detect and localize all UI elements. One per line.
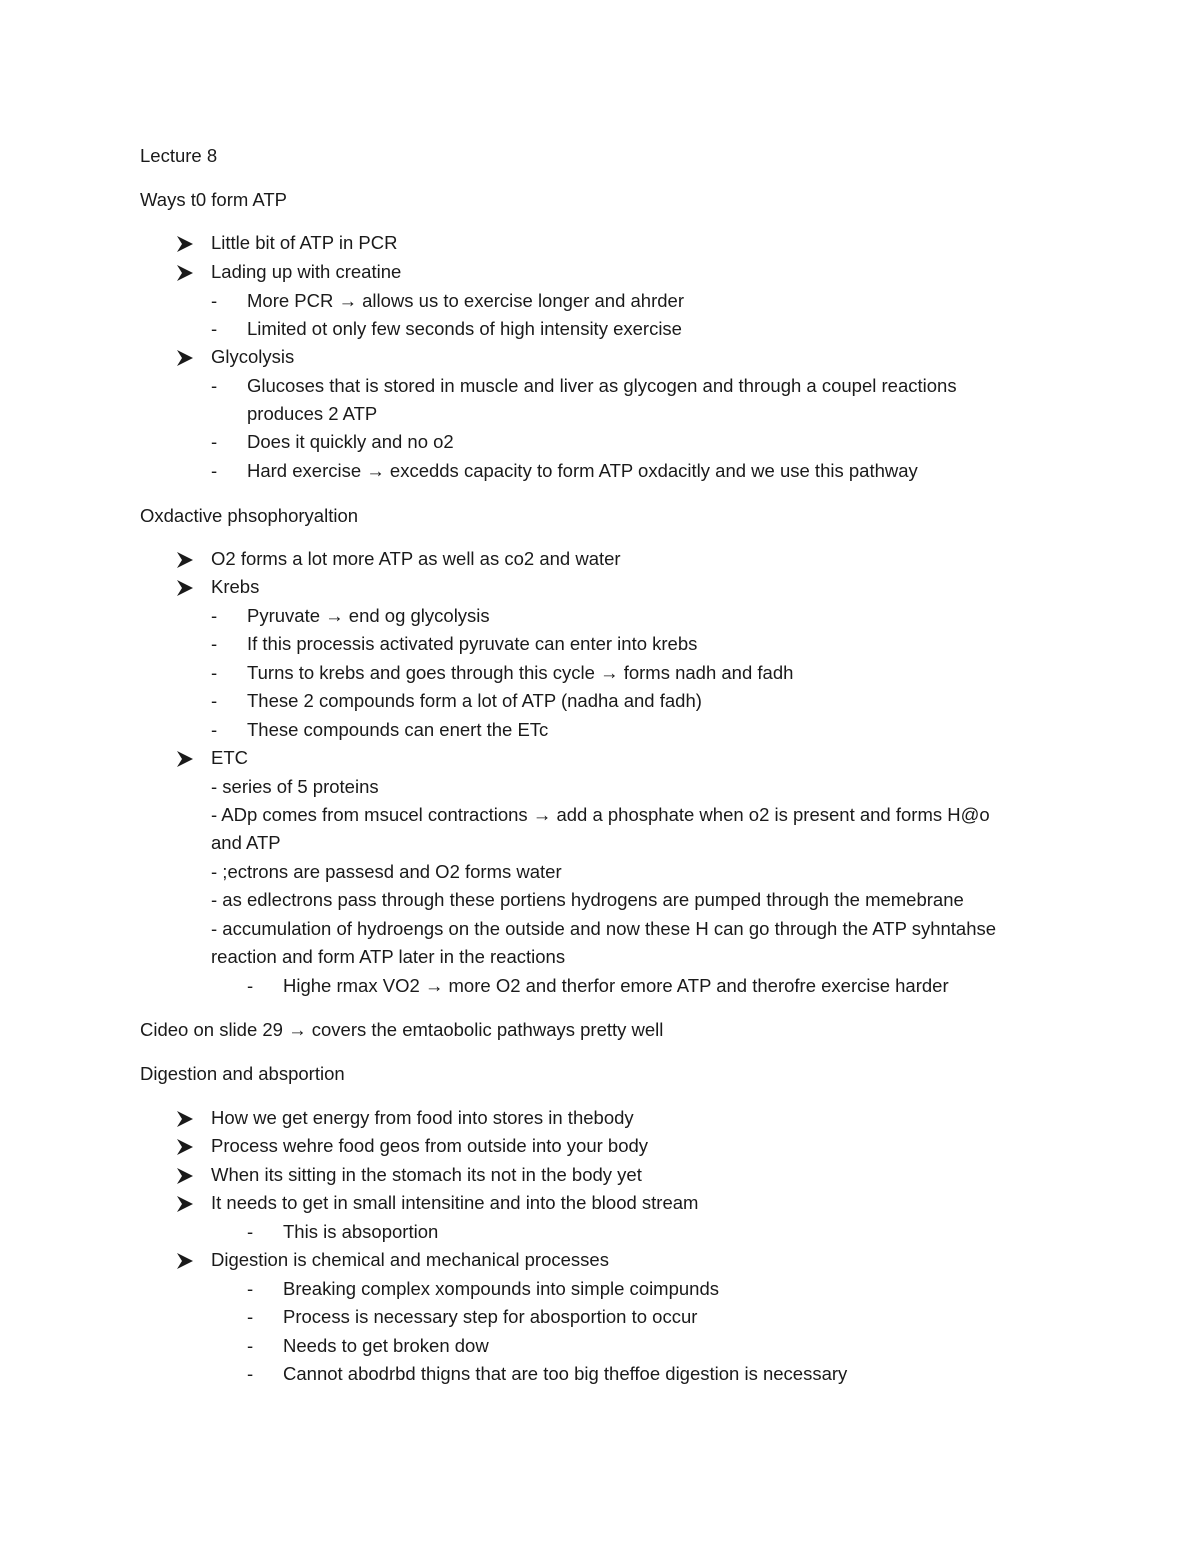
etc-line: and ATP [211, 832, 281, 853]
arrowhead-bullet-icon [175, 1109, 195, 1129]
arrowhead-bullet-icon [175, 263, 195, 283]
list-item: How we get energy from food into stores in thebody [211, 1107, 634, 1128]
dash-marker: - [211, 375, 218, 396]
etc-line: reaction and form ATP later in the reactions [211, 946, 566, 967]
dash-marker: - [211, 318, 218, 339]
dash-marker: - [211, 605, 218, 626]
section-heading: Ways t0 form ATP [140, 189, 287, 210]
dash-marker: - [247, 1335, 254, 1356]
list-item: Krebs [211, 576, 260, 597]
etc-line: - accumulation of hydroengs on the outside and now these H can go through the ATP syhntahse [211, 918, 997, 939]
sub-item: Glucoses that is stored in muscle and liver as glycogen and through a coupel reactions [247, 375, 957, 396]
etc-line: - as edlectrons pass through these portiens hydrogens are pumped through the memebrane [211, 889, 964, 910]
etc-line: - series of 5 proteins [211, 776, 379, 797]
section-heading: Digestion and absportion [140, 1063, 345, 1084]
arrowhead-bullet-icon [175, 1137, 195, 1157]
dash-marker: - [247, 1363, 254, 1384]
sub-item: Highe rmax VO2 → more O2 and therfor emore ATP and therofre exercise harder [283, 975, 949, 996]
dash-marker: - [247, 975, 254, 996]
sub-item: If this processis activated pyruvate can enter into krebs [247, 633, 698, 654]
sub-item: These compounds can enert the ETc [247, 719, 549, 740]
arrowhead-bullet-icon [175, 550, 195, 570]
dash-marker: - [211, 460, 218, 481]
sub-item: Needs to get broken dow [283, 1335, 489, 1356]
list-item: Digestion is chemical and mechanical processes [211, 1249, 609, 1270]
arrowhead-bullet-icon [175, 348, 195, 368]
sub-item: Process is necessary step for abosportion to occur [283, 1306, 698, 1327]
sub-item: Cannot abodrbd thigns that are too big theffoe digestion is necessary [283, 1363, 848, 1384]
sub-item: Turns to krebs and goes through this cycle → forms nadh and fadh [247, 662, 794, 683]
page-title: Lecture 8 [140, 145, 218, 166]
dash-marker: - [247, 1278, 254, 1299]
dash-marker: - [211, 633, 218, 654]
arrowhead-bullet-icon [175, 578, 195, 598]
list-item: ETC [211, 747, 248, 768]
list-item: When its sitting in the stomach its not in the body yet [211, 1164, 642, 1185]
list-item: It needs to get in small intensitine and into the blood stream [211, 1192, 699, 1213]
list-item: Process wehre food geos from outside into your body [211, 1135, 649, 1156]
arrowhead-bullet-icon [175, 749, 195, 769]
list-item: O2 forms a lot more ATP as well as co2 and water [211, 548, 621, 569]
list-item: Little bit of ATP in PCR [211, 232, 398, 253]
sub-item: Does it quickly and no o2 [247, 431, 454, 452]
dash-marker: - [211, 431, 218, 452]
arrowhead-bullet-icon [175, 1251, 195, 1271]
etc-line: - ADp comes from msucel contractions → add a phosphate when o2 is present and forms H@o [211, 804, 990, 825]
section-heading: Oxdactive phsophoryaltion [140, 505, 359, 526]
sub-item: Pyruvate → end og glycolysis [247, 605, 490, 626]
arrowhead-bullet-icon [175, 1166, 195, 1186]
sub-item: This is absoportion [283, 1221, 439, 1242]
dash-marker: - [247, 1221, 254, 1242]
arrowhead-bullet-icon [175, 1194, 195, 1214]
dash-marker: - [211, 662, 218, 683]
sub-item-continuation: produces 2 ATP [247, 403, 378, 424]
list-item: Glycolysis [211, 346, 295, 367]
sub-item: More PCR → allows us to exercise longer and ahrder [247, 290, 684, 311]
sub-item: Limited ot only few seconds of high intensity exercise [247, 318, 682, 339]
section-heading: Cideo on slide 29 → covers the emtaobolic pathways pretty well [140, 1019, 664, 1040]
sub-item: Breaking complex xompounds into simple coimpunds [283, 1278, 719, 1299]
sub-item: Hard exercise → excedds capacity to form ATP oxdacitly and we use this pathway [247, 460, 918, 481]
arrowhead-bullet-icon [175, 234, 195, 254]
dash-marker: - [211, 290, 218, 311]
dash-marker: - [211, 690, 218, 711]
sub-item: These 2 compounds form a lot of ATP (nadha and fadh) [247, 690, 702, 711]
list-item: Lading up with creatine [211, 261, 402, 282]
dash-marker: - [247, 1306, 254, 1327]
etc-line: - ;ectrons are passesd and O2 forms water [211, 861, 562, 882]
dash-marker: - [211, 719, 218, 740]
